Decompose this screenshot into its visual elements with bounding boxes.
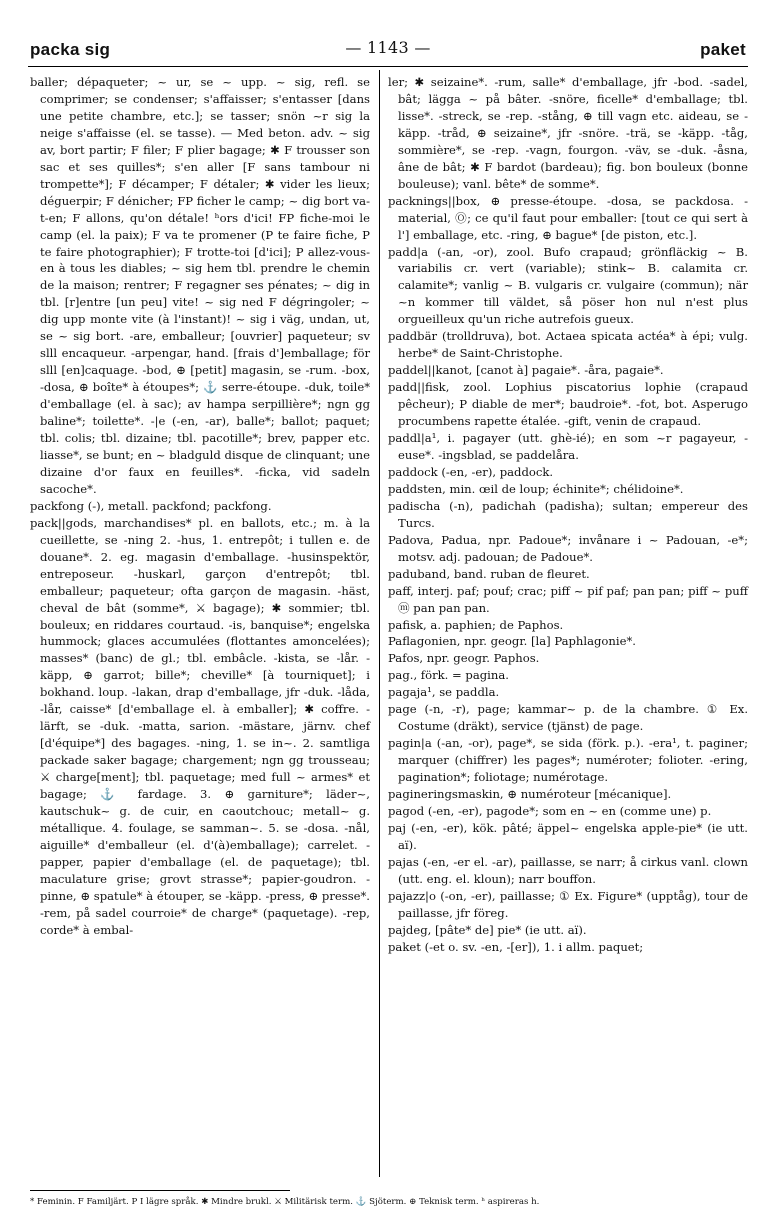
entry-paragraph: packnings||box, ⊕ presse-étoupe. -dosa, se packdosa. -material, Ⓞ; ce qu'il faut pour emballer: [tout ce qui sert à l'] emballage, etc. -ring, ⊕ bague* [de piston, etc.]. [388,193,748,242]
entry-paragraph: packfong (-), metall. packfond; packfong. [30,498,272,513]
entry-paragraph: Padova, Padua, npr. Padoue*; invånare i ~ Padouan, -e*; motsv. adj. padouan; de Padoue*. [388,532,748,564]
header-rule [28,66,748,67]
entry-paragraph: paddsten, min. œil de loup; échinite*; chélidoine*. [388,481,684,496]
entry-paragraph: baller; dépaqueter; ~ ur, se ~ upp. ~ sig, refl. se comprimer; se condenser; s'affaisser; s'entasser [dans une petite chambre, etc.]; se tasser; snön ~r sig la neige s'affaisse (el. se tasse). — Med beton. adv. ~ sig av, bort partir; F filer; F plier bagage; ✱ F trousser son sac et ses quilles*; s'en aller [F sans tambour ni trompette*]; F décamper; F détaler; ✱ vider les lieux; déguerpir; F dénicher; FP ficher le camp; ~ dig bort va-t-en; F allons, qu'on détale! ʰors d'ici! FP fiche-moi le camp (el. la paix); F va te promener (P te faire fiche, P te faire photographier); F trotte-toi [d'ici]; P allez-vous-en à tous les diables; ~ sig hem tbl. prendre le chemin de la maison; rentrer; F regagner ses pénates; ~ dig in tbl. [r]entre [un peu] vite! ~ sig ned F dégringoler; ~ dig upp monte vite (à l'instant)! ~ sig i väg, undan, ut, se ~ sig bort. -are, emballeur; [ouvrier] paqueteur; sv slll encaqueur. -arpengar, hand. [frais d']emballage; för slll [en]caquage. -bod, ⊕ [petit] magasin, se -rum. -box, -dosa, ⊕ boîte* à étoupes*; ⚓ serre-étoupe. -duk, toile* d'emballage (el. à sac); av hampa serpillière*; ngn gg baline*; toilette*. -|e (-en, -ar), balle*; ballot; paquet; tbl. colis; tbl. dizaine; tbl. pacotille*; brev, papper etc. liasse*, se bunt; en ~ bladguld disque de clinquant; une dizaine d'or faux en feuilles*. -ficka, vid sadeln sacoche*. [30,75,370,496]
footnote-legend: * Feminin. F Familjärt. P I lägre språk. ✱ Mindre brukl. ⚔ Militärisk term. ⚓ Sjöterm. ⊕ Teknisk term. ʰ aspireras h. [30,1197,540,1207]
entry-paragraph: padischa (-n), padichah (padisha); sultan; empereur des Turcs. [388,498,748,530]
entry-paragraph: padd||fisk, zool. Lophius piscatorius lophie (crapaud pêcheur); P diable de mer*; baudroie*. -fot, bot. Asperugo procumbens rapette étalée. -gift, venin de crapaud. [388,380,748,429]
entry-paragraph: pagineringsmaskin, ⊕ numéroteur [mécanique]. [388,787,672,802]
right-column [388,74,748,956]
entry-paragraph: pajazz|o (-on, -er), paillasse; ① Ex. Figure* (upptåg), tour de paillasse, jfr föreg. [388,888,748,920]
entry-paragraph: paj (-en, -er), kök. pâté; äppel~ engelska apple-pie* (ie utt. aï). [388,820,748,852]
entry-paragraph: paddbär (trolldruva), bot. Actaea spicata actéa* à épi; vulg. herbe* de Saint-Christophe. [388,329,748,361]
entry-paragraph: paddl|a¹, i. pagayer (utt. ghè-ié); en som ~r pagayeur, -euse*. -ingsblad, se paddelåra. [388,431,748,462]
entry-paragraph: paket (-et o. sv. -en, -[er]), 1. i allm. paquet; [388,939,644,954]
footnote-rule [30,1190,290,1191]
entry-paragraph: paddel||kanot, [canot à] pagaie*. -åra, pagaie*. [388,363,664,378]
entry-paragraph: paddock (-en, -er), paddock. [388,464,554,479]
column-divider [379,70,380,1177]
entry-paragraph: pajas (-en, -er el. -ar), paillasse, se narr; å cirkus vanl. clown (utt. eng. el. kloun); narr bouffon. [388,854,748,886]
entry-paragraph: padd|a (-an, -or), zool. Bufo crapaud; grönfläckig ~ B. variabilis cr. vert (variable); stink~ B. calamita cr. calamite*; vanlig ~ B. vulgaris cr. vulgaire (commun); när ~n kommer till väldet, så pöser hon nul n'est plus orgueilleux qu'un riche autrefois gueux. [388,244,748,327]
entry-paragraph: paff, interj. paf; pouf; crac; piff ~ pif paf; pan pan; piff ~ puff ⓜ pan pan pan. [388,583,748,615]
entry-paragraph: Paflagonien, npr. geogr. [la] Paphlagonie*. [388,634,636,649]
entry-paragraph: page (-n, -r), page; kammar~ p. de la chambre. ① Ex. Costume (dräkt), service (tjänst) de page. [388,702,748,734]
page-number: — 1143 — [345,38,431,57]
entry-paragraph: pagod (-en, -er), pagode*; som en ~ en (comme une) p. [388,803,712,818]
entry-paragraph: pafisk, a. paphien; de Paphos. [388,617,564,632]
right-guideword: paket [700,40,746,59]
left-guideword: packa sig [30,40,111,59]
entry-paragraph: ler; ✱ seizaine*. -rum, salle* d'emballage, jfr -bod. -sadel, bât; lägga ~ på bâter. -snöre, ficelle* d'emballage; tbl. lisse*. -streck, se -rep. -stång, ⊕ till vagn etc. aideau, se -käpp. -tråd, ⊕ seizaine*, jfr -snöre. -trä, se -käpp. -tåg, sommière*, se -rep. -vagn, fourgon. -väv, se -duk. -åsna, âne de bât; ✱ F bardot (bardeau); fig. bon bouleux (bonne bouleuse); vanl. bête* de somme*. [388,75,748,191]
entry-paragraph: paduband, band. ruban de fleuret. [388,566,590,581]
left-column [30,74,370,939]
entry-paragraph: pag., förk. = pagina. [388,668,509,683]
entry-paragraph: pagin|a (-an, -or), page*, se sida (förk. p.). -era¹, t. paginer; marquer (chiffrer) les pages*; numéroter; folioter. -ering, pagination*; foliotage; numérotage. [388,736,748,785]
entry-paragraph: pack||gods, marchandises* pl. en ballots, etc.; m. à la cueillette, se -ning 2. -hus, 1. entrepôt; i tullen e. de douane*. 2. eg. magasin d'emballage. -husinspektör, entreposeur. -huskarl, garçon d'entrepôt; tbl. emballeur; paqueteur; ofta garçon de magasin. -häst, cheval de bât (somme*, ⚔ bagage); ✱ sommier; tbl. bouleux; en riddares courtaud. -is, banquise*; engelska hummock; glaces accumulées (flottantes amoncelées); masses* (banc) de gl.; tbl. embâcle. -kista, se -lår. -käpp, ⊕ garrot; bille*; cheville* [à tourniquet]; i bokhand. loup. -lakan, drap d'emballage, jfr -duk. -låda, -lår, caisse* [d'emballage el. à emballer]; ✱ coffre. -lärft, se -duk. -matta, sarion. -mästare, järnv. chef [d'équipe*] des bagages. -ning, 1. se in~. 2. samtliga packade saker bagage; chargement; ngn gg trousseau; ⚔ charge[ment]; tbl. paquetage; med full ~ armes* et bagage; ⚓ fardage. 3. ⊕ garniture*; läder~, kautschuk~ g. de cuir, en caoutchouc; metall~ g. métallique. 4. foulage, se samman~. 5. se -dosa. -nål, aiguille* d'emballeur (el. d'(à)emballage); carrelet. -papper, papier d'emballage (el. de paquetage); tbl. maculature grise; grovt strasse*; papier-goudron. -pinne, ⊕ spatule* à étouper, se -käpp. -press, ⊕ presse*. -rem, på sadel courroie* de charge* (paquetage). -rep, corde* à embal- [30,515,370,937]
entry-paragraph: Pafos, npr. geogr. Paphos. [388,651,540,666]
entry-paragraph: pajdeg, [pâte* de] pie* (ie utt. aï). [388,922,587,937]
entry-paragraph: pagaja¹, se paddla. [388,685,500,700]
